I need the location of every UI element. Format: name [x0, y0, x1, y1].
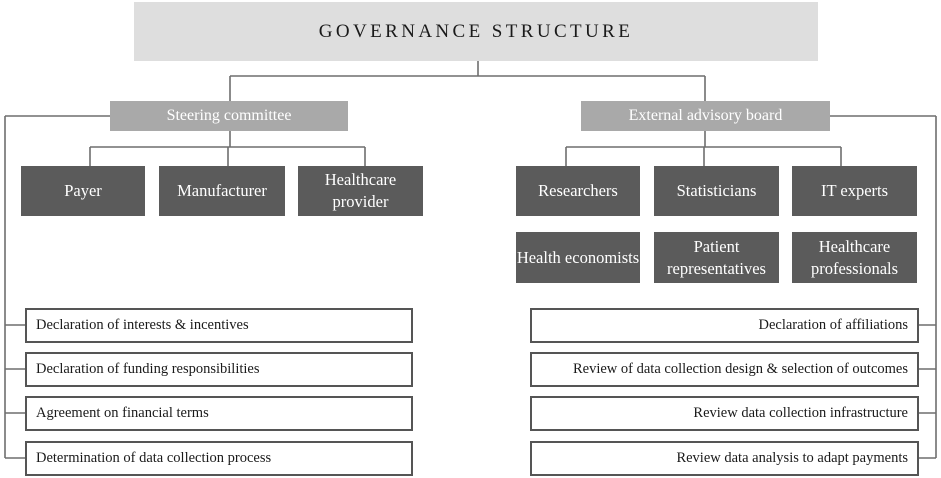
steering-task-funding: Declaration of funding responsibilities [25, 352, 413, 387]
member-healthcare-professionals: Healthcare professionals [792, 232, 917, 283]
member-healthcare-provider: Healthcare provider [298, 166, 423, 216]
diagram-title: GOVERNANCE STRUCTURE [134, 2, 818, 61]
member-statisticians: Statisticians [654, 166, 779, 216]
steering-task-data-collection-process: Determination of data collection process [25, 441, 413, 476]
advisory-task-infrastructure-review: Review data collection infrastructure [530, 396, 919, 431]
member-patient-representatives: Patient representatives [654, 232, 779, 283]
member-researchers: Researchers [516, 166, 640, 216]
steering-committee-box: Steering committee [110, 101, 348, 131]
member-manufacturer: Manufacturer [159, 166, 285, 216]
steering-task-financial-terms: Agreement on financial terms [25, 396, 413, 431]
advisory-task-affiliations: Declaration of affiliations [530, 308, 919, 343]
steering-task-interests: Declaration of interests & incentives [25, 308, 413, 343]
member-health-economists: Health economists [516, 232, 640, 283]
member-payer: Payer [21, 166, 145, 216]
member-it-experts: IT experts [792, 166, 917, 216]
advisory-task-design-review: Review of data collection design & selection of outcomes [530, 352, 919, 387]
external-advisory-board-box: External advisory board [581, 101, 830, 131]
advisory-task-analysis-review: Review data analysis to adapt payments [530, 441, 919, 476]
